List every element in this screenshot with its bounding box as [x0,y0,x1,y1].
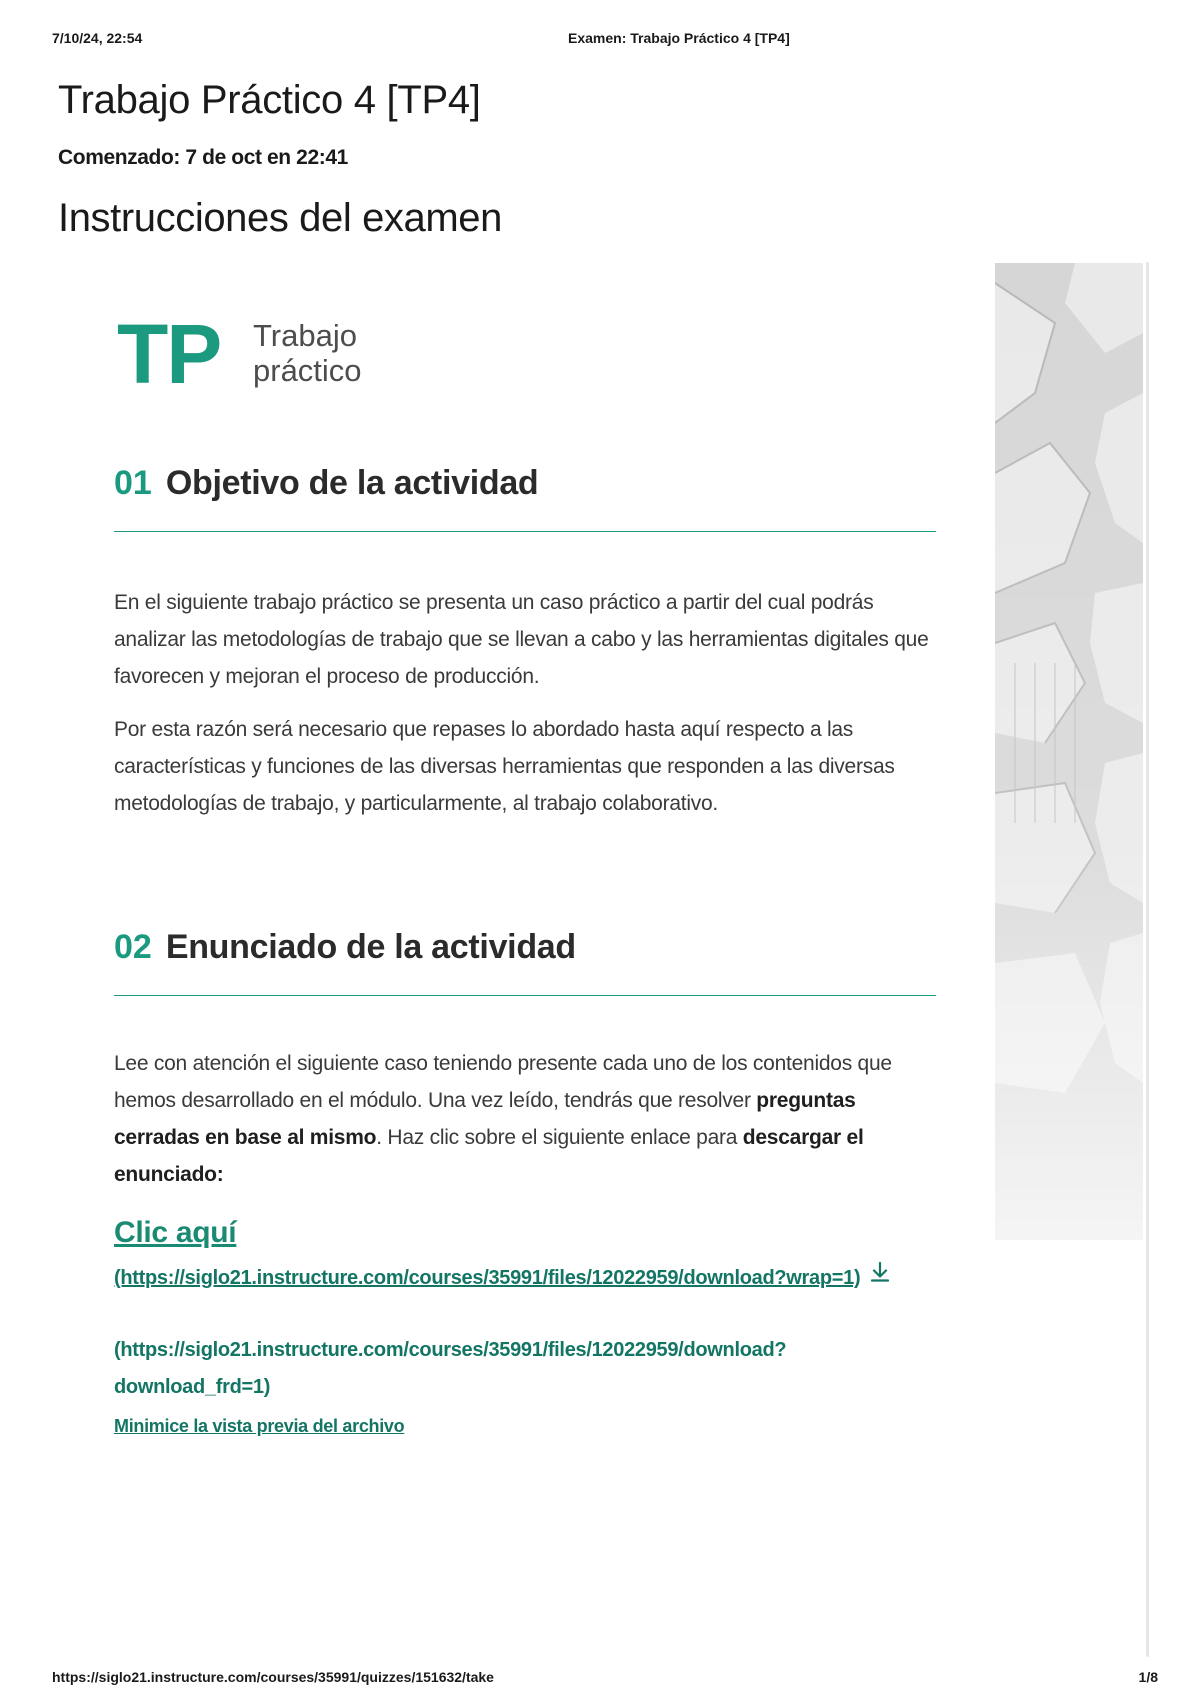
started-time: Comenzado: 7 de oct en 22:41 [58,146,348,169]
section-divider [114,995,936,996]
section-number: 01 [114,464,152,502]
print-header [0,30,1200,50]
statement-bold-text: preguntas cerradas en base al mismo [114,1089,856,1149]
page-title: Trabajo Práctico 4 [TP4] [58,78,481,122]
logo-letters: TP [117,307,221,401]
statement-text: . Haz clic sobre el siguiente enlace para [376,1126,743,1149]
clic-aqui-link[interactable]: Clic aquí [114,1216,237,1249]
statement-paragraph [114,1045,944,1193]
objective-paragraph-2: Por esta razón será necesario que repases lo abordado hasta aquí respecto a las características y funciones de las diversas herramientas que responden a las diversas metodologías de trabajo, y particularmente, al trabajo colaborativo. [114,718,895,815]
print-page-title: Examen: Trabajo Práctico 4 [TP4] [568,30,790,46]
logo-line-1: Trabajo [253,318,357,353]
section-number: 02 [114,928,152,966]
objective-paragraph-1: En el siguiente trabajo práctico se presenta un caso práctico a partir del cual podrás analizar las metodologías de trabajo que se llevan a cabo y las herramientas digitales que favorecen y mejoran el proceso de producción. [114,591,929,688]
page-scroll-edge [1146,262,1149,1657]
section-divider [114,531,936,532]
print-footer [0,1669,1200,1689]
section-objective-heading [114,464,936,503]
download-link-direct[interactable]: (https://siglo21.instructure.com/courses/35991/files/12022959/download?download_frd=1) [114,1339,787,1398]
logo-text [253,318,362,388]
logo-line-2: práctico [253,353,362,388]
instructions-heading: Instrucciones del examen [58,196,502,240]
section-title: Objetivo de la actividad [165,464,539,502]
decorative-architecture-image [995,263,1143,1240]
print-url: https://siglo21.instructure.com/courses/35991/quizzes/151632/take [52,1669,494,1685]
print-page-number: 1/8 [1138,1669,1158,1685]
statement-bold-text: descargar el enunciado: [114,1126,864,1186]
print-date: 7/10/24, 22:54 [52,30,143,46]
download-link-wrap[interactable]: (https://siglo21.instructure.com/courses/35991/files/12022959/download?wrap=1) [114,1267,861,1289]
section-statement-heading [114,928,936,967]
download-link-wrap-block [114,1260,914,1297]
statement-text: Lee con atención el siguiente caso teniendo presente cada uno de los contenidos que hemos desarrollado en el módulo. Una vez leído, tendrás que resolver [114,1052,892,1112]
section-title: Enunciado de la actividad [165,928,576,966]
download-icon[interactable] [868,1260,892,1297]
minimize-preview-link[interactable]: Minimice la vista previa del archivo [114,1416,405,1436]
